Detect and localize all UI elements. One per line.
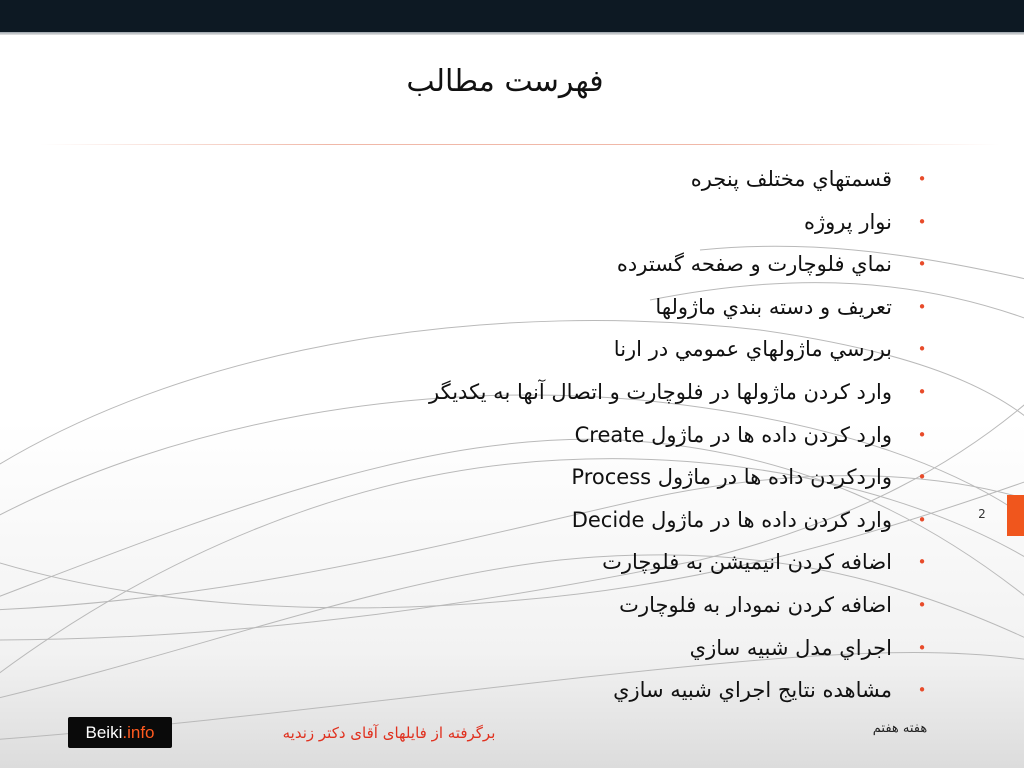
page-tab-marker [1007, 495, 1024, 536]
list-item [212, 158, 932, 201]
bullet-icon: • [917, 595, 927, 614]
logo-main-text: Beiki [85, 723, 123, 742]
bullet-icon: • [917, 425, 927, 444]
list-item-label: اضافه كردن نمودار به فلوچارت [619, 592, 892, 617]
list-item-label: وارد كردن داده ها در ماژول Decide [571, 507, 892, 532]
list-item-label: قسمتهاي مختلف پنجره [690, 167, 892, 191]
bullet-icon: • [917, 382, 927, 401]
bullet-icon: • [917, 468, 927, 487]
list-item-label: نماي فلوچارت و صفحه گسترده [616, 252, 892, 277]
title-divider [40, 144, 1000, 145]
footer-source-credit: برگرفته از فایلهای آقای دکتر زندیه [282, 724, 496, 742]
list-item [212, 541, 932, 584]
footer-week-label: هفته هفتم [872, 721, 928, 736]
bullet-icon: • [917, 255, 927, 274]
beiki-logo [68, 717, 172, 748]
bullet-icon: • [917, 638, 927, 657]
list-item [212, 371, 932, 414]
list-item-label: وارد كردن ماژولها در فلوچارت و اتصال آنها به يكديگر [429, 379, 892, 404]
list-item-label: تعريف و دسته بندي ماژولها [655, 294, 892, 319]
bullet-icon: • [917, 340, 927, 359]
list-item [212, 328, 932, 371]
list-item [212, 499, 932, 542]
bullet-icon: • [917, 510, 927, 529]
bullet-icon: • [917, 170, 927, 188]
list-item-label: مشاهده نتايج اجراي شبيه سازي [613, 678, 892, 703]
list-item-label: نوار پروژه [803, 209, 892, 234]
list-item-label: اضافه كردن انيميشن به فلوچارت [602, 550, 892, 575]
bullet-icon: • [917, 297, 927, 316]
list-item-label: وارد كردن داده ها در ماژول Create [574, 422, 892, 447]
logo-suffix-text: .info [122, 723, 155, 742]
list-item [212, 584, 932, 627]
bullet-list [212, 158, 932, 712]
list-item-label: بررسي ماژولهاي عمومي در ارنا [613, 337, 892, 362]
bullet-icon: • [917, 553, 927, 572]
slide-title: فهرست مطالب [406, 64, 604, 99]
page-number: 2 [978, 507, 986, 521]
list-item [212, 627, 932, 670]
list-item [212, 669, 932, 712]
list-item [212, 456, 932, 499]
bullet-icon: • [917, 212, 927, 231]
list-item [212, 414, 932, 457]
list-item [212, 243, 932, 286]
list-item [212, 201, 932, 244]
list-item-label: اجراي مدل شبيه سازي [689, 635, 892, 660]
list-item-label: واردكردن داده ها در ماژول Process [571, 465, 892, 490]
list-item [212, 286, 932, 329]
bullet-icon: • [917, 681, 927, 700]
